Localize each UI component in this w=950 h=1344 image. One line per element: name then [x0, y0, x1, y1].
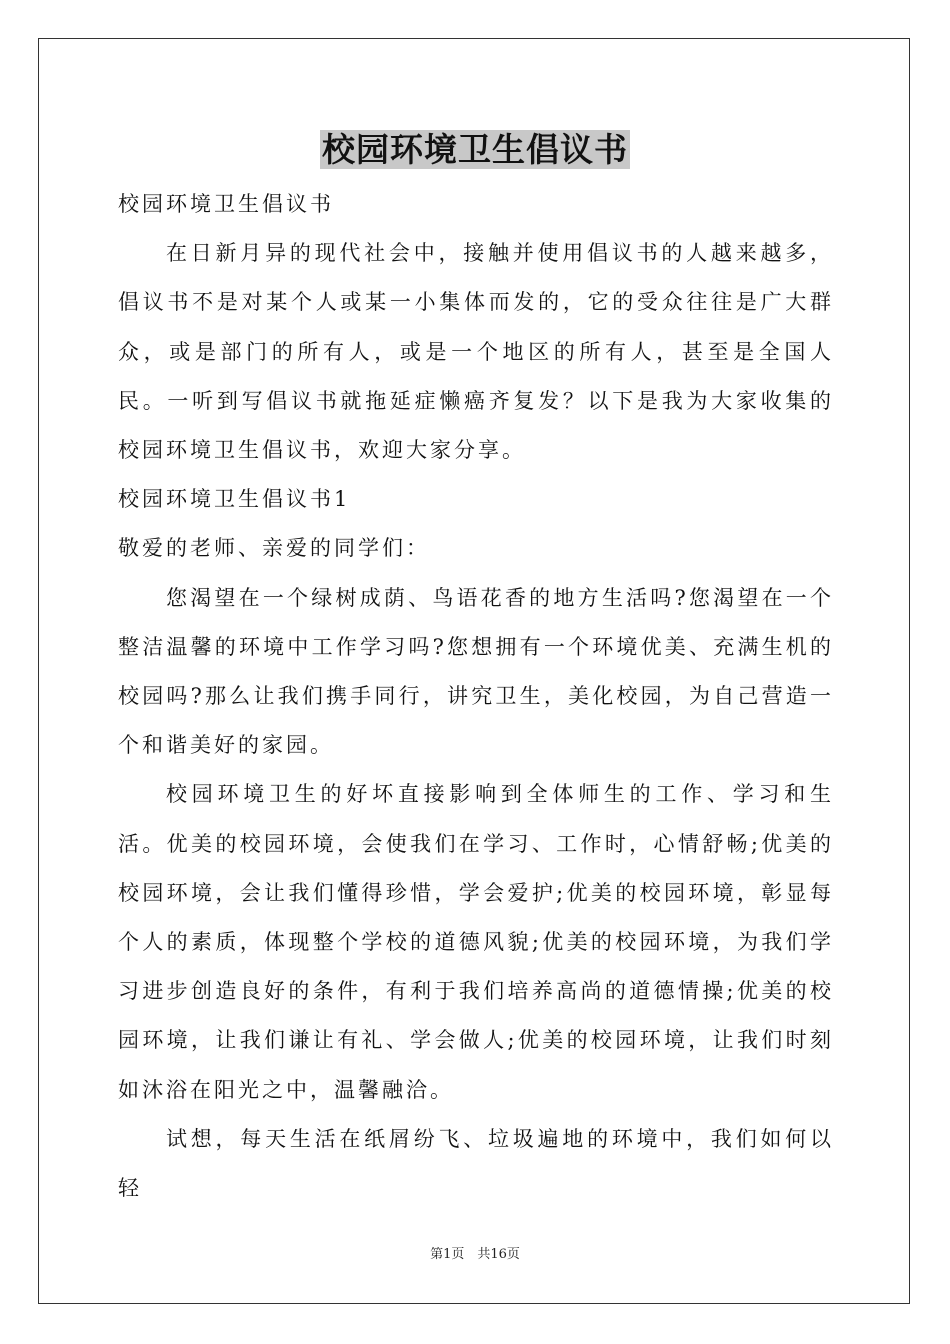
document-title-text: 校园环境卫生倡议书 — [322, 130, 628, 169]
paragraph: 在日新月异的现代社会中，接触并使用倡议书的人越来越多，倡议书不是对某个人或某一小集体而发的，它的受众往往是广大群众，或是部门的所有人，或是一个地区的所有人，甚至是全国人民。一听到写倡议书就拖延症懒癌齐复发？以下是我为大家收集的校园环境卫生倡议书，欢迎大家分享。 — [118, 241, 834, 463]
paragraph: 您渴望在一个绿树成荫、鸟语花香的地方生活吗?您渴望在一个整洁温馨的环境中工作学习吗?您想拥有一个环境优美、充满生机的校园吗?那么让我们携手同行，讲究卫生，美化校园，为自己营造一个和谐美好的家园。 — [118, 585, 834, 758]
document-body — [118, 180, 834, 1213]
page-number: 第1页 共16页 — [430, 1247, 520, 1262]
page-footer — [0, 1245, 950, 1265]
document-title — [0, 128, 950, 172]
paragraph: 敬爱的老师、亲爱的同学们： — [118, 536, 430, 561]
paragraph: 校园环境卫生倡议书1 — [118, 487, 351, 512]
paragraph: 校园环境卫生倡议书 — [118, 192, 334, 216]
paragraph: 校园环境卫生的好坏直接影响到全体师生的工作、学习和生活。优美的校园环境，会使我们在学习、工作时，心情舒畅;优美的校园环境，会让我们懂得珍惜，学会爱护;优美的校园环境，彰显每个人的素质，体现整个学校的道德风貌;优美的校园环境，为我们学习进步创造良好的条件，有利于我们培养高尚的道德情操;优美的校园环境，让我们谦让有礼、学会做人;优美的校园环境，让我们时刻如沐浴在阳光之中，温馨融洽。 — [118, 782, 834, 1102]
paragraph: 试想，每天生活在纸屑纷飞、垃圾遍地的环境中，我们如何以轻 — [118, 1126, 834, 1201]
